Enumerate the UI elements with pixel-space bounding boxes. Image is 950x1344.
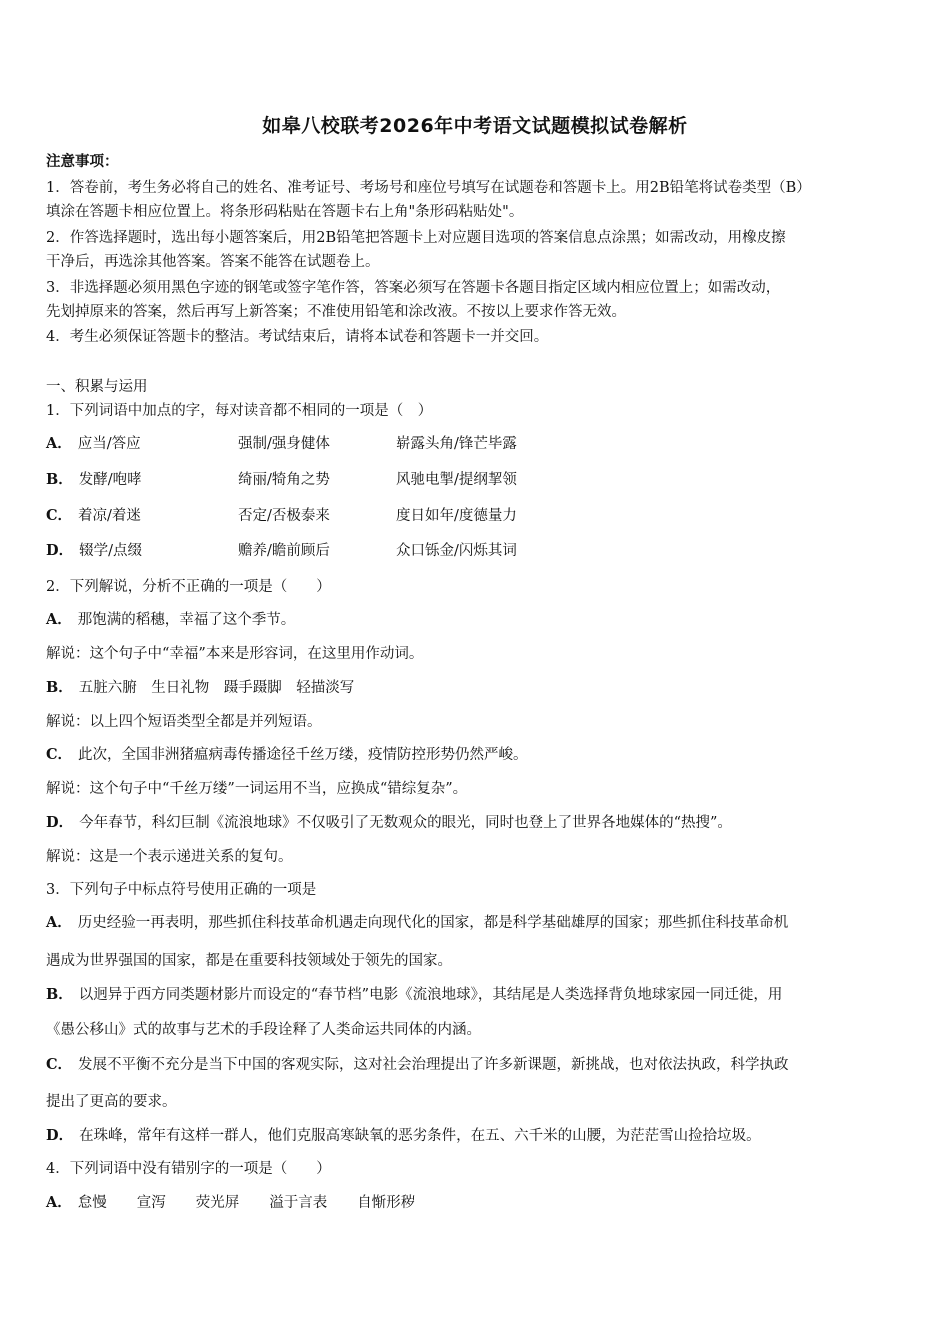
option-continuation: 遇成为世界强国的国家，都是在重要科技领域处于领先的国家。 — [46, 953, 452, 969]
option-continuation: 提出了更高的要求。 — [46, 1094, 177, 1110]
option-word: 发酵/咆哮 — [78, 472, 142, 488]
question-option — [46, 541, 916, 561]
option-text: 以迥异于西方同类题材影片而设定的“春节档”电影《流浪地球》，其结尾是人类选择背负地球家园一同迁徙，用 — [78, 987, 783, 1003]
option-word: 自惭形秽 — [357, 1195, 416, 1211]
option-label: B． — [46, 679, 73, 696]
option-label: A． — [46, 914, 72, 931]
option-word: 宣泻 — [136, 1195, 166, 1211]
option-text: 那饱满的稻穗，幸福了这个季节。 — [77, 612, 296, 628]
question-option — [46, 1055, 916, 1075]
option-word: 绮丽/犄角之势 — [238, 472, 330, 488]
option-label: B． — [46, 986, 73, 1003]
question-option — [46, 610, 916, 630]
question-stem: 3．下列句子中标点符号使用正确的一项是 — [46, 882, 317, 898]
notice-line: 填涂在答题卡相应位置上。将条形码粘贴在答题卡右上角"条形码粘贴处"。 — [46, 204, 524, 220]
question-option — [46, 506, 916, 526]
question-option — [46, 434, 916, 454]
option-label: A． — [46, 435, 72, 452]
option-text: 此次，全国非洲猪瘟病毒传播途径千丝万缕，疫情防控形势仍然严峻。 — [78, 747, 528, 763]
explanation: 解说：以上四个短语类型全都是并列短语。 — [46, 714, 322, 730]
option-label: B． — [46, 471, 73, 488]
option-word: 荧光屏 — [195, 1195, 240, 1211]
option-label: C． — [46, 1056, 73, 1073]
option-word: 辍学/点缀 — [79, 543, 142, 559]
option-text: 发展不平衡不充分是当下中国的客观实际，这对社会治理提出了许多新课题，新挑战，也对依法执政，科学执政 — [78, 1057, 789, 1073]
option-word: 应当/答应 — [77, 436, 141, 452]
option-label: D． — [46, 542, 74, 559]
option-word: 众口铄金/闪烁其词 — [396, 543, 517, 559]
section-heading: 一、积累与运用 — [46, 379, 148, 395]
question-option — [46, 470, 916, 490]
option-word: 溢于言表 — [269, 1195, 328, 1211]
question-option — [46, 985, 916, 1005]
option-label: C． — [46, 507, 73, 524]
option-continuation: 《愚公移山》式的故事与艺术的手段诠释了人类命运共同体的内涵。 — [46, 1022, 481, 1038]
option-label: D． — [46, 1127, 74, 1144]
option-word: 度日如年/度德量力 — [396, 508, 517, 524]
option-text: 今年春节，科幻巨制《流浪地球》不仅吸引了无数观众的眼光，同时也登上了世界各地媒体的“热搜”。 — [79, 815, 732, 831]
option-label: A． — [46, 1194, 72, 1211]
question-stem: 1．下列词语中加点的字，每对读音都不相同的一项是（ ） — [46, 403, 433, 419]
option-label: A． — [46, 611, 72, 628]
notice-line: 2．作答选择题时，选出每小题答案后，用2B铅笔把答题卡上对应题目选项的答案信息点涂黑；如需改动，用橡皮擦 — [46, 230, 786, 246]
notice-line: 3．非选择题必须用黑色字迹的钢笔或签字笔作答，答案必须写在答题卡各题目指定区域内相应位置上；如需改动， — [46, 280, 781, 296]
option-word: 强制/强身健体 — [238, 436, 330, 452]
question-option — [46, 745, 916, 765]
explanation: 解说：这个句子中“幸福”本来是形容词，在这里用作动词。 — [46, 646, 424, 662]
notice-line: 4．考生必须保证答题卡的整洁。考试结束后，请将本试卷和答题卡一并交回。 — [46, 329, 549, 345]
question-option — [46, 813, 916, 833]
question-stem: 4．下列词语中没有错别字的一项是（ ） — [46, 1161, 331, 1177]
notice-line: 先划掉原来的答案，然后再写上新答案；不准使用铅笔和涂改液。不按以上要求作答无效。 — [46, 304, 626, 320]
option-word: 着凉/着迷 — [78, 508, 141, 524]
option-text: 在珠峰，常年有这样一群人，他们克服高寒缺氧的恶劣条件，在五、六千米的山腰，为茫茫雪山捡拾垃圾。 — [79, 1128, 761, 1144]
question-stem: 2．下列解说，分析不正确的一项是（ ） — [46, 579, 331, 595]
notice-line: 1．答卷前，考生务必将自己的姓名、准考证号、考场号和座位号填写在试题卷和答题卡上。用2B铅笔将试卷类型（B） — [46, 180, 811, 196]
notice-heading: 注意事项： — [46, 153, 119, 170]
explanation: 解说：这个句子中“千丝万缕”一词运用不当，应换成“错综复杂”。 — [46, 781, 468, 797]
explanation: 解说：这是一个表示递进关系的复句。 — [46, 849, 293, 865]
option-text: 五脏六腑 生日礼物 蹑手蹑脚 轻描淡写 — [78, 680, 355, 696]
option-word: 风驰电掣/提纲挈领 — [396, 472, 517, 488]
question-option — [46, 913, 916, 933]
option-label: C． — [46, 746, 73, 763]
option-word: 崭露头角/锋芒毕露 — [396, 436, 517, 452]
question-option — [46, 678, 916, 698]
question-option — [46, 1126, 916, 1146]
notice-line: 干净后，再选涂其他答案。答案不能答在试题卷上。 — [46, 254, 380, 270]
question-option — [46, 1193, 916, 1213]
option-word: 怠慢 — [77, 1195, 107, 1211]
option-text: 历史经验一再表明，那些抓住科技革命机遇走向现代化的国家，都是科学基础雄厚的国家；那些抓住科技革命机 — [77, 915, 789, 931]
page-title: 如皋八校联考2026年中考语文试题模拟试卷解析 — [262, 115, 688, 137]
option-word: 否定/否极泰来 — [238, 508, 330, 524]
option-word: 赡养/瞻前顾后 — [238, 543, 330, 559]
option-label: D． — [46, 814, 74, 831]
